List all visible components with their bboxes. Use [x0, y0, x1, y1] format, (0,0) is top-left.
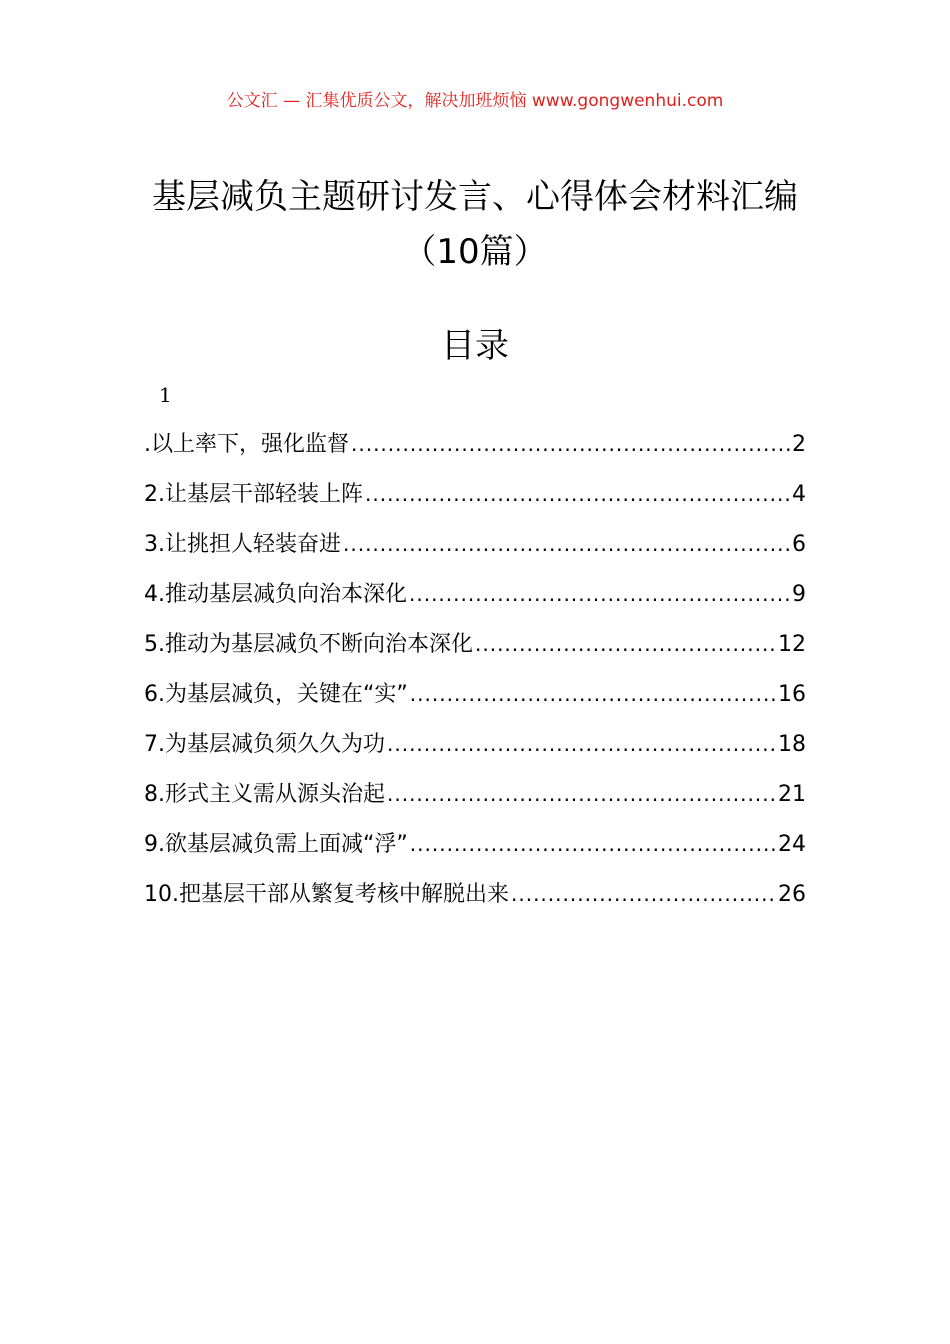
- toc-item[interactable]: [144, 426, 806, 476]
- toc-item-label: 8.形式主义需从源头治起: [144, 782, 385, 807]
- toc-item[interactable]: [144, 476, 806, 526]
- toc-leader-dots: [475, 626, 776, 662]
- toc-item-label: 10.把基层干部从繁复考核中解脱出来: [144, 882, 509, 907]
- toc-list: [144, 426, 806, 926]
- toc-item[interactable]: [144, 626, 806, 676]
- toc-leader-dots: [387, 776, 776, 812]
- toc-item-page: 26: [778, 882, 806, 907]
- toc-heading: 目录: [441, 326, 509, 366]
- toc-leader-dots: [410, 676, 776, 712]
- toc-item-label: 4.推动基层减负向治本深化: [144, 582, 407, 607]
- toc-item[interactable]: [144, 876, 806, 926]
- toc-item[interactable]: [144, 676, 806, 726]
- toc-leader-dots: [351, 426, 790, 462]
- toc-item-label: 6.为基层减负，关键在“实”: [144, 682, 408, 707]
- toc-item[interactable]: [144, 776, 806, 826]
- toc-item-page: 9: [792, 582, 806, 607]
- toc-leader-dots: [343, 526, 790, 562]
- toc-item-page: 21: [778, 782, 806, 807]
- toc-item-page: 2: [792, 432, 806, 457]
- toc-item-label: 7.为基层减负须久久为功: [144, 732, 385, 757]
- toc-item[interactable]: [144, 726, 806, 776]
- toc-item-page: 4: [792, 482, 806, 507]
- document-title: 基层减负主题研讨发言、心得体会材料汇编（10篇）: [152, 177, 798, 272]
- header-banner[interactable]: 公文汇 — 汇集优质公文，解决加班烦恼 www.gongwenhui.com: [226, 91, 724, 111]
- toc-item-page: 12: [778, 632, 806, 657]
- toc-leader-dots: [410, 826, 776, 862]
- toc-item-label: 3.让挑担人轻装奋进: [144, 532, 341, 557]
- toc-item-page: 18: [778, 732, 806, 757]
- toc-item-page: 6: [792, 532, 806, 557]
- toc-item[interactable]: [144, 576, 806, 626]
- toc-item-page: 16: [778, 682, 806, 707]
- toc-item-label: 9.欲基层减负需上面减“浮”: [144, 832, 408, 857]
- toc-item-label: 5.推动为基层减负不断向治本深化: [144, 632, 473, 657]
- toc-item-page: 24: [778, 832, 806, 857]
- toc-item[interactable]: [144, 526, 806, 576]
- toc-item-label: 2.让基层干部轻装上阵: [144, 482, 363, 507]
- toc-leader-dots: [365, 476, 790, 512]
- toc-stray-number: 1: [159, 383, 172, 407]
- toc-leader-dots: [387, 726, 776, 762]
- toc-leader-dots: [409, 576, 790, 612]
- toc-leader-dots: [511, 876, 776, 912]
- toc-item-label: .以上率下，强化监督: [144, 432, 349, 457]
- toc-item[interactable]: [144, 826, 806, 876]
